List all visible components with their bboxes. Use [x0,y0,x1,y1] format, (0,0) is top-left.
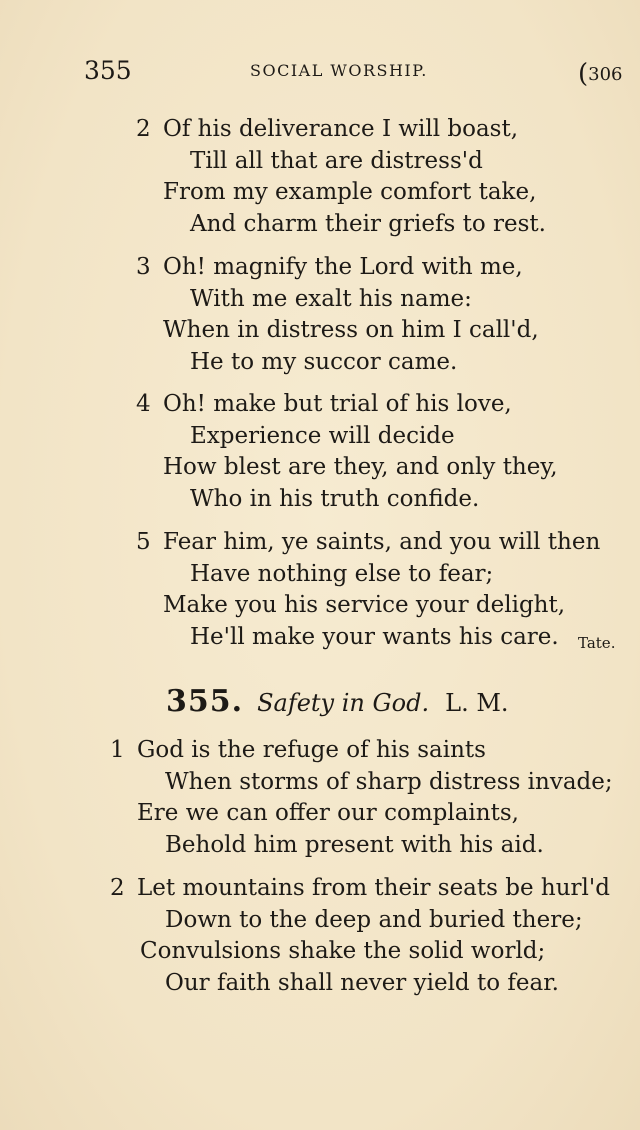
verse-line: 2 Of his deliverance I will boast, [136,114,546,146]
verse-line: 5 Fear him, ye saints, and you will then [136,527,600,559]
hymn-meter: L. M. [445,689,509,717]
verse-line: Till all that are distress'd [190,147,483,174]
stanza [136,527,600,653]
stanza [110,735,613,861]
stanza [110,873,610,999]
verse-line: Our faith shall never yield to fear. [165,969,559,996]
verse-line: Make you his service your delight, [163,592,566,618]
stanza [136,252,539,378]
stanza-number: 3 [136,254,151,280]
stanza-number: 5 [136,529,151,555]
verse-line: Behold him present with his aid. [165,831,544,858]
stanza-number: 2 [136,116,151,142]
verse-line: 1 God is the refuge of his saints [110,735,613,767]
verse-line: When storms of sharp distress invade; [165,768,613,795]
verse-line: Experience will decide [190,422,455,449]
page-number: 355 [84,56,132,85]
verse-line: He to my succor came. [190,348,458,375]
verse-line: Have nothing else to fear; [190,560,494,587]
verse-line: Ere we can offer our complaints, [137,800,519,826]
verse-line: With me exalt his name: [190,285,472,312]
stanza-number: 1 [110,737,125,763]
hymn-heading [166,684,509,724]
page-header [0,56,640,88]
verse-line: Down to the deep and buried there; [165,906,583,933]
verse-line: Who in his truth confide. [190,485,480,512]
verse-line: How blest are they, and only they, [163,454,558,480]
reference-number: (306 [578,59,623,89]
verse-line: He'll make your wants his care. [190,623,559,650]
reference-number-value: 306 [588,64,623,85]
author-attribution: Tate. [578,634,616,652]
verse-line: Convulsions shake the solid world; [140,938,546,964]
stanza [136,389,558,515]
stanza-number: 4 [136,391,151,417]
verse-line: 2 Let mountains from their seats be hurl'd [110,873,610,905]
verse-line: From my example comfort take, [163,179,537,205]
running-title: SOCIAL WORSHIP. [250,61,428,80]
verse-line: When in distress on him I call'd, [163,317,539,343]
stanza [136,114,546,240]
stanza-number: 2 [110,875,125,901]
hymn-number: 355. [166,684,244,719]
verse-line: And charm their griefs to rest. [190,210,546,237]
hymn-title: Safety in God. [257,689,430,717]
verse-line: 4 Oh! make but trial of his love, [136,389,558,421]
verse-line: 3 Oh! magnify the Lord with me, [136,252,539,284]
